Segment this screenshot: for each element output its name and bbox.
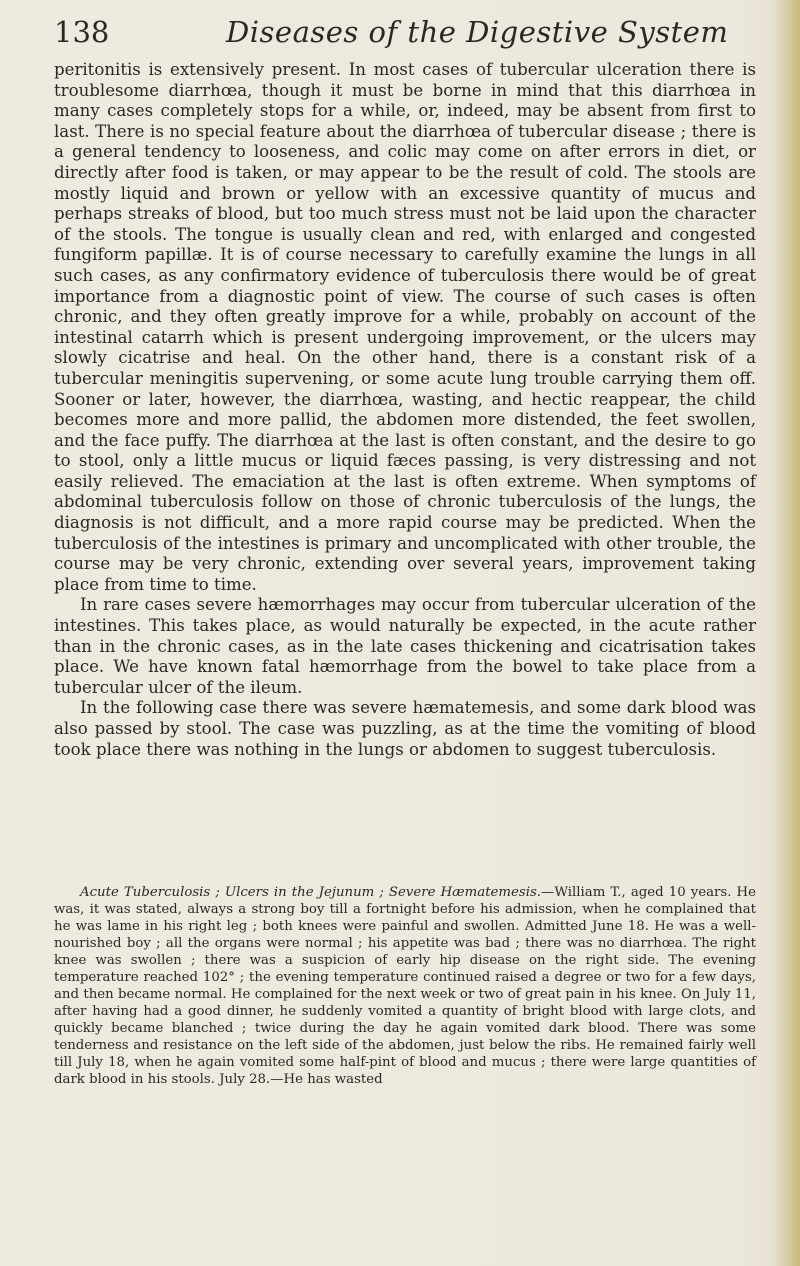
page-edge-stain bbox=[772, 0, 800, 1266]
paragraph-haemorrhage: In rare cases severe hæmorrhages may occur from tubercular ulceration of the intestines. This takes place, as would naturally be expected, in the acute rather than in the chronic cases, as in the late cases thickening and cicatrisation takes place. We have known fatal hæmorrhage from the bowel to take place from a tubercular ulcer of the ileum. bbox=[54, 595, 756, 697]
running-title: Diseases of the Digestive System bbox=[226, 15, 729, 49]
body-text bbox=[54, 60, 756, 760]
paragraph-following-case: In the following case there was severe hæmatemesis, and some dark blood was also passed by stool. The case was puzzling, as at the time the vomiting of blood took place there was nothing in the lungs or abdomen to suggest tuberculosis. bbox=[54, 698, 756, 759]
case-report-text: —William T., aged 10 years. He was, it was stated, always a strong boy till a fortnight before his admission, when he complained that he was lame in his right leg ; both knees were painful and swollen. Admitted June 18. He was a well-nourished boy ; all the organs were normal ; his appetite was bad ; there was no diarrhœa. The right knee was swollen ; there was a suspicion of early hip disease on the right side. The evening temperature reached 102° ; the evening temperature continued raised a degree or two for a few days, and then became normal. He complained for the next week or two of great pain in his knee. On July 11, after having had a good dinner, he suddenly vomited a quantity of bright blood with large clots, and quickly became blanched ; twice during the day he again vomited dark blood. There was some tenderness and resistance on the left side of the abdomen, just below the ribs. He remained fairly well till July 18, when he again vomited some half-pint of blood and mucus ; there were large quantities of dark blood in his stools. July 28.—He has wasted bbox=[54, 885, 756, 1087]
case-report-paragraph bbox=[54, 884, 756, 1088]
case-report bbox=[54, 884, 756, 1088]
running-head bbox=[54, 8, 754, 56]
page-number: 138 bbox=[54, 15, 110, 49]
case-report-title: Acute Tuberculosis ; Ulcers in the Jejunum ; Severe Hæmatemesis. bbox=[80, 885, 542, 900]
paragraph-continued: peritonitis is extensively present. In most cases of tubercular ulceration there is troublesome diarrhœa, though it must be borne in mind that this diarrhœa in many cases completely stops for a while, or, indeed, may be absent from first to last. There is no special feature about the diarrhœa of tubercular disease ; there is a general tendency to looseness, and colic may come on after errors in diet, or directly after food is taken, or may appear to be the result of cold. The stools are mostly liquid and brown or yellow with an excessive quantity of mucus and perhaps streaks of blood, but too much stress must not be laid upon the character of the stools. The tongue is usually clean and red, with enlarged and congested fungiform papillæ. It is of course necessary to carefully examine the lungs in all such cases, as any confirmatory evidence of tuberculosis there would be of great importance from a diagnostic point of view. The course of such cases is often chronic, and they often greatly improve for a while, probably on account of the intestinal catarrh which is present undergoing improvement, or the ulcers may slowly cicatrise and heal. On the other hand, there is a constant risk of a tubercular meningitis supervening, or some acute lung trouble carrying them off. Sooner or later, however, the diarrhœa, wasting, and hectic reappear, the child becomes more and more pallid, the abdomen more distended, the feet swollen, and the face puffy. The diarrhœa at the last is often constant, and the desire to go to stool, only a little mucus or liquid fæces passing, is very distressing and not easily relieved. The emaciation at the last is often extreme. When symptoms of abdominal tuberculosis follow on those of chronic tuberculosis of the lungs, the diagnosis is not difficult, and a more rapid course may be predicted. When the tuberculosis of the intestines is primary and uncomplicated with other trouble, the course may be very chronic, extending over several years, improvement taking place from time to time. bbox=[54, 60, 756, 594]
